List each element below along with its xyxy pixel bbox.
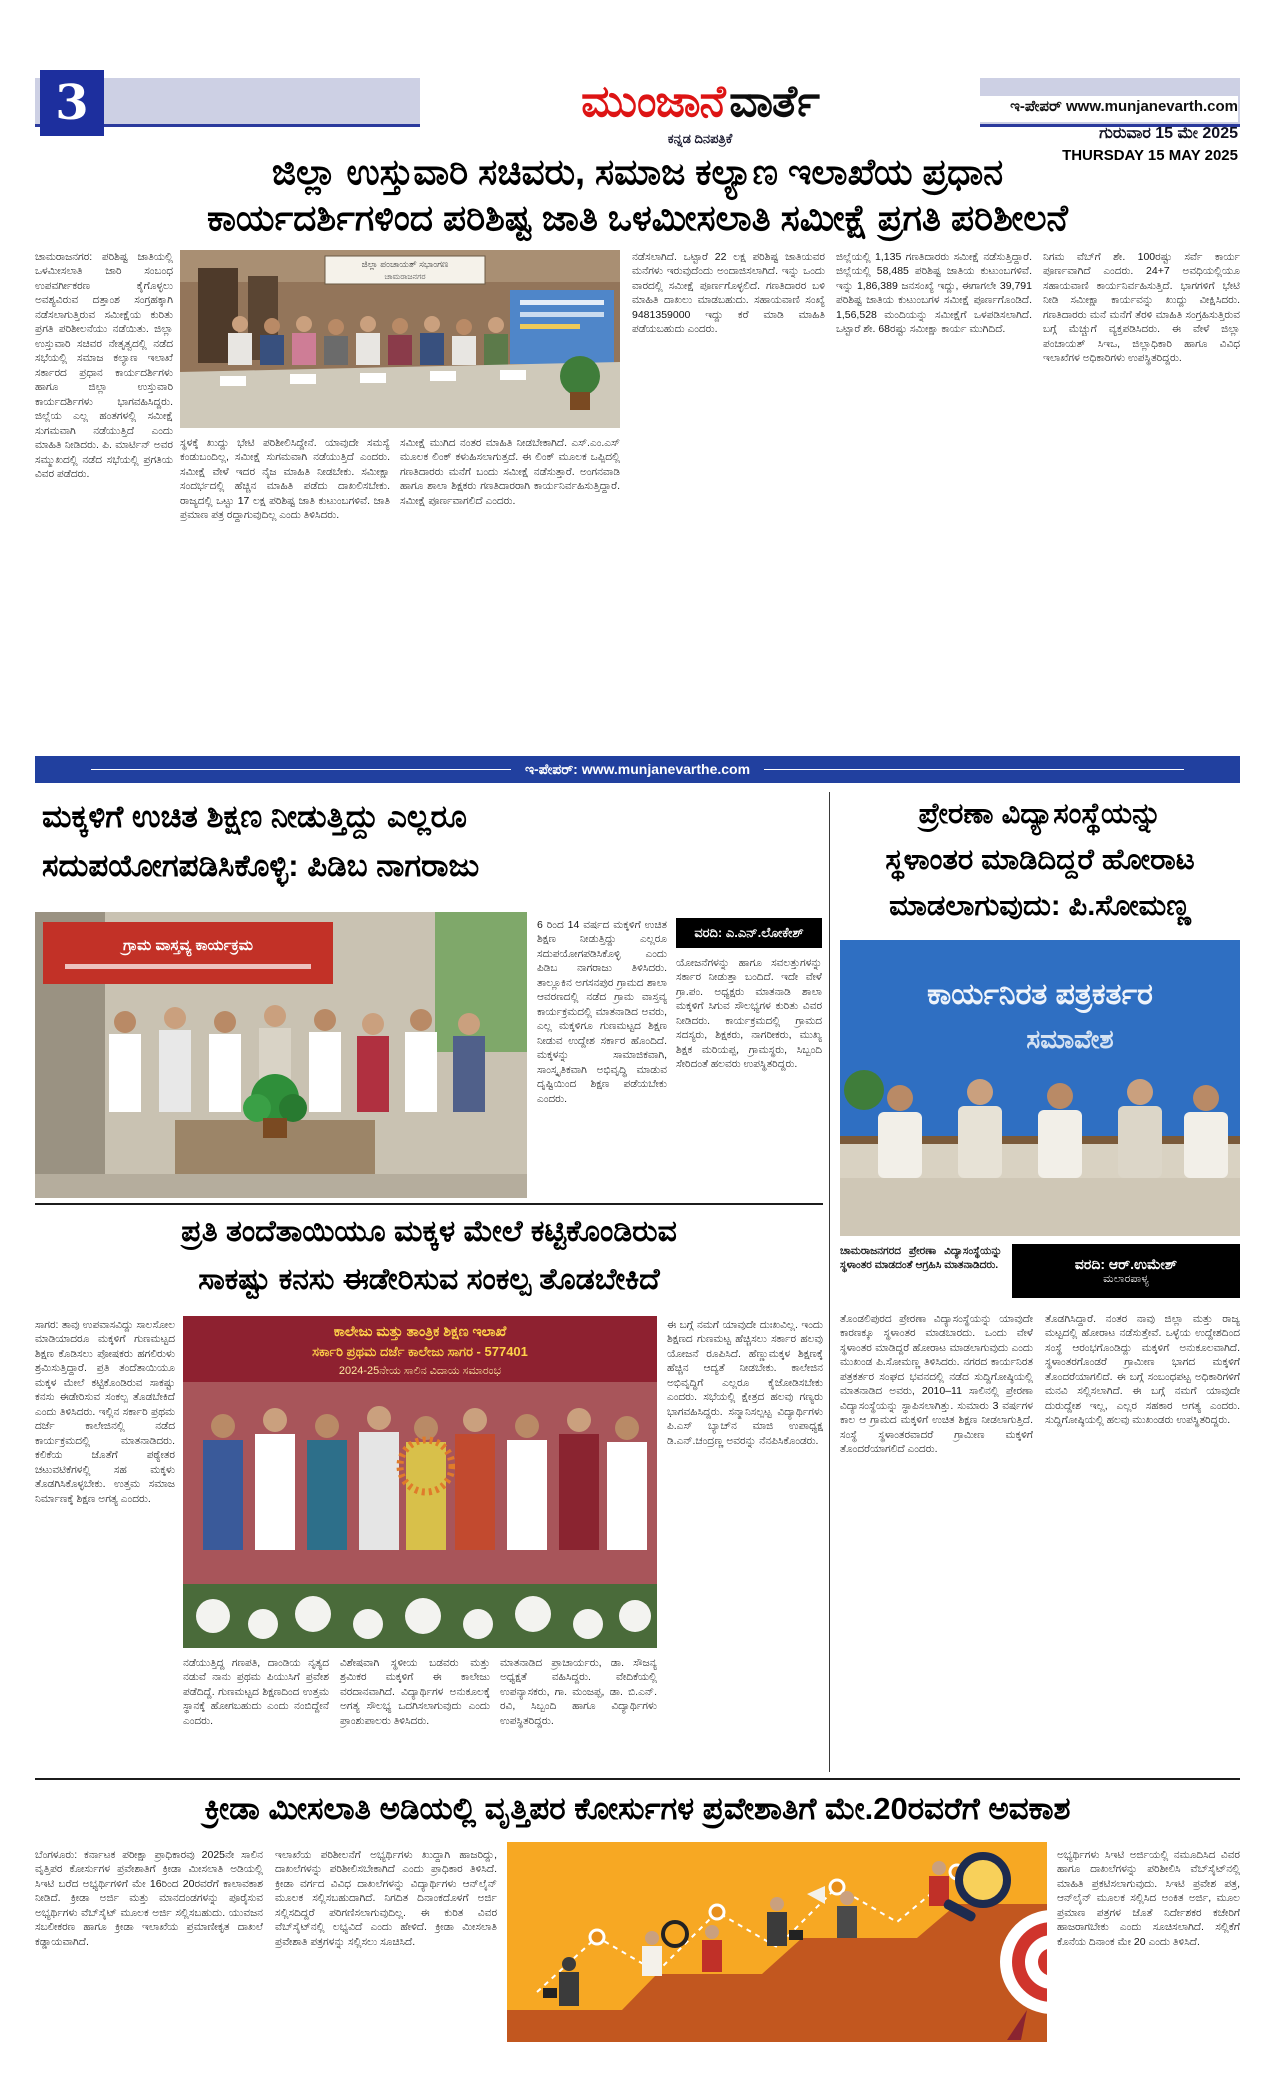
prerana-column-a: ತೊಂಡಲಿಪುರದ ಪ್ರೇರಣಾ ವಿದ್ಯಾಸಂಸ್ಥೆಯನ್ನು ಯಾವುದೇ ಕಾರಣಕ್ಕೂ ಸ್ಥಳಾಂತರ ಮಾಡಬಾರದು. ಒಂದು ವೇಳೆ ಸ್ಥಳಾಂತರ ಮಾಡಿದ್ದರೆ ಹೋರಾಟ ಮಾಡಲಾಗುವುದು ಎಂದು ಮುಖಂಡ ಪಿ.ಸೋಮಣ್ಣ ತಿಳಿಸಿದರು. ನಗರದ ಕಾರ್ಯನಿರತ ಪತ್ರಕರ್ತರ ಸಂಘದ ಭವನದಲ್ಲಿ ನಡೆದ ಸುದ್ದಿಗೋಷ್ಠಿಯಲ್ಲಿ ಮಾತನಾಡಿದ ಅವರು, 2010–11 ಸಾಲಿನಲ್ಲಿ ಪ್ರೇರಣಾ ವಿದ್ಯಾಸಂಸ್ಥೆಯನ್ನು ಸ್ಥಾಪಿಸಲಾಗಿತ್ತು. ಸುಮಾರು 3 ವರ್ಷಗಳ ಕಾಲ ಆ ಗ್ರಾಮದ ಮಕ್ಕಳಿಗೆ ಉಚಿತ ಶಿಕ್ಷಣ ನೀಡಲಾಗುತ್ತಿದೆ. ಸಂಸ್ಥೆ ಸ್ಥಳಾಂತರವಾದರೆ ಗ್ರಾಮೀಣ ಮಕ್ಕಳಿಗೆ ತೊಂದರೆಯಾಗಲಿದೆ ಎಂದರು.	[840, 1313, 1033, 1456]
lead-headline-line2: ಕಾರ್ಯದರ್ಶಿಗಳಿಂದ ಪರಿಶಿಷ್ಟ ಜಾತಿ ಒಳಮೀಸಲಾತಿ ಸಮೀಕ್ಷೆ ಪ್ರಗತಿ ಪರಿಶೀಲನೆ	[207, 197, 1068, 238]
epaper-banner-text: ಇ-ಪೇಪರ್: www.munjanevarthe.com	[524, 761, 751, 777]
header-epaper-strip	[945, 96, 1238, 122]
masthead-tagline: ಕನ್ನಡ ದಿನಪತ್ರಿಕೆ	[667, 131, 733, 146]
sports-top-rule	[35, 1778, 1240, 1780]
lead-story-column-4: ನಡೆಸಲಾಗಿದೆ. ಒಟ್ಟಾರೆ 22 ಲಕ್ಷ ಪರಿಶಿಷ್ಟ ಜಾತಿಯವರ ಮನೆಗಳು ಇರುವುದೆಂದು ಅಂದಾಜಿಸಲಾಗಿದೆ. ಇನ್ನು ಒಂದು ವಾರದಲ್ಲಿ ಸಮೀಕ್ಷೆ ಪೂರ್ಣಗೊಳ್ಳಲಿದೆ. ಗಣತಿದಾರರ ಬಳಿ ಮಾಹಿತಿ ದಾಖಲು ಮಾಡಬಹುದು. ಸಹಾಯವಾಣಿ ಸಂಖ್ಯೆ 9481359000 ಇದ್ದು ಕರೆ ಮಾಡಿ ಮಾಹಿತಿ ಪಡೆಯಬಹುದು ಎಂದರು.	[632, 251, 825, 336]
header-date-en: THURSDAY 15 MAY 2025	[1062, 147, 1238, 164]
prerana-byline-line2: ಮಲಾರಪಾಳ್ಯ	[1103, 1273, 1149, 1285]
photo-banner-text: ಗ್ರಾಮ ವಾಸ್ತವ್ಯ ಕಾರ್ಯಕ್ರಮ	[122, 937, 254, 954]
masthead-word-black: ವಾರ್ತೆ	[729, 77, 819, 126]
education-column-a: 6 ರಿಂದ 14 ವರ್ಷದ ಮಕ್ಕಳಿಗೆ ಉಚಿತ ಶಿಕ್ಷಣ ನೀಡುತ್ತಿದ್ದು ಎಲ್ಲರೂ ಸದುಪಯೋಗಪಡಿಸಿಕೊಳ್ಳಿ ಎಂದು ಪಿಡಿಬ ನಾಗರಾಜು ತಿಳಿಸಿದರು. ತಾಲ್ಲೂಕಿನ ಅಗಸನಪುರ ಗ್ರಾಮದ ಶಾಲಾ ಆವರಣದಲ್ಲಿ ನಡೆದ ಗ್ರಾಮ ವಾಸ್ತವ್ಯ ಕಾರ್ಯಕ್ರಮದಲ್ಲಿ ಮಾತನಾಡಿದ ಅವರು, ಎಲ್ಲ ಮಕ್ಕಳಿಗೂ ಗುಣಮಟ್ಟದ ಶಿಕ್ಷಣ ನೀಡುವ ಉದ್ದೇಶ ಸರ್ಕಾರ ಹೊಂದಿದೆ. ಮಕ್ಕಳನ್ನು ಸಾಮಾಜಿಕವಾಗಿ, ಸಾಂಸ್ಕೃತಿಕವಾಗಿ ಅಭಿವೃದ್ಧಿ ಮಾಡುವ ದೃಷ್ಟಿಯಿಂದ ಶಿಕ್ಷಣ ಪಡೆಯಬೇಕು ಎಂದರು.	[537, 919, 667, 1105]
education-headline-line2: ಸದುಪಯೋಗಪಡಿಸಿಕೊಳ್ಳಿ: ಪಿಡಿಬ ನಾಗರಾಜು	[42, 848, 480, 883]
stage-people	[203, 1406, 647, 1550]
press-meet-photo	[840, 940, 1240, 1236]
education-column-b: ಯೋಜನೆಗಳನ್ನು ಹಾಗೂ ಸವಲತ್ತುಗಳನ್ನು ಸರ್ಕಾರ ನೀಡುತ್ತಾ ಬಂದಿದೆ. ಇದೇ ವೇಳೆ ಗ್ರಾ.ಪಂ. ಅಧ್ಯಕ್ಷರು ಮಾತನಾಡಿ ಶಾಲಾ ಮಕ್ಕಳಿಗೆ ಸಿಗುವ ಸೌಲಭ್ಯಗಳ ಕುರಿತು ವಿವರ ನೀಡಿದರು. ಕಾರ್ಯಕ್ರಮದಲ್ಲಿ ಗ್ರಾಮದ ಸದಸ್ಯರು, ಶಿಕ್ಷಕರು, ನಾಗರೀಕರು, ಮುಖ್ಯ ಶಿಕ್ಷಕ ಮರಿಯಪ್ಪ, ಗ್ರಾಮಸ್ಥರು, ಸಿಬ್ಬಂದಿ ಸೇರಿದಂತೆ ಹಲವರು ಉಪಸ್ಥಿತರಿದ್ದರು.	[676, 957, 822, 1071]
village-program-photo	[35, 912, 527, 1198]
meeting-photo	[180, 250, 620, 428]
lead-story-column-1: ಚಾಮರಾಜನಗರ: ಪರಿಶಿಷ್ಟ ಜಾತಿಯಲ್ಲಿ ಒಳಮೀಸಲಾತಿ ಜಾರಿ ಸಂಬಂಧ ಉಪವರ್ಗೀಕರಣ ಕೈಗೊಳ್ಳಲು ಅವಶ್ಯವಿರುವ ದತ್ತಾಂಶ ಸಂಗ್ರಹಕ್ಕಾಗಿ ನಡೆಸಲಾಗುತ್ತಿರುವ ಸಮೀಕ್ಷೆಯ ಕುರಿತು ಪ್ರಗತಿ ಪರಿಶೀಲನೆಯು ನಡೆಯಿತು. ಜಿಲ್ಲಾ ಉಸ್ತುವಾರಿ ಸಚಿವರ ನೇತೃತ್ವದಲ್ಲಿ ನಡೆದ ಸಭೆಯಲ್ಲಿ ಸಮಾಜ ಕಲ್ಯಾಣ ಇಲಾಖೆ ಸರ್ಕಾರದ ಪ್ರಧಾನ ಕಾರ್ಯದರ್ಶಿಗಳು ಹಾಗೂ ಜಿಲ್ಲಾ ಉಸ್ತುವಾರಿ ಕಾರ್ಯದರ್ಶಿಗಳು ಭಾಗವಹಿಸಿದ್ದರು. ಜಿಲ್ಲೆಯ ಎಲ್ಲ ಹಂತಗಳಲ್ಲಿ ಸಮೀಕ್ಷೆ ಸುಗಮವಾಗಿ ನಡೆಯುತ್ತಿದೆ ಎಂದು ಮಾಹಿತಿ ನೀಡಿದರು. ಪಿ. ಮಾರ್ಟಿನ್ ಅವರ ಸಮ್ಮುಖದಲ್ಲಿ ನಡೆದ ಸಭೆಯಲ್ಲಿ ಪ್ರಗತಿಯ ವಿವರ ಪಡೆದರು.	[35, 251, 173, 481]
parents-column-b3: ಮಾತನಾಡಿದ ಪ್ರಾಚಾರ್ಯರು, ಡಾ. ಸೌಜನ್ಯ ಅಧ್ಯಕ್ಷತೆ ವಹಿಸಿದ್ದರು. ವೇದಿಕೆಯಲ್ಲಿ ಉಪನ್ಯಾಸಕರು, ಗಾ. ಮಂಜಪ್ಪ, ಡಾ. ಬಿ.ಎನ್. ರವಿ, ಸಿಬ್ಬಂದಿ ಹಾಗೂ ವಿದ್ಯಾರ್ಥಿಗಳು ಉಪಸ್ಥಿತರಿದ್ದರು.	[500, 1657, 657, 1727]
header-website: ಇ-ಪೇಪರ್ www.munjanevarth.com	[1010, 98, 1238, 115]
sports-headline: ಕ್ರೀಡಾ ಮೀಸಲಾತಿ ಅಡಿಯಲ್ಲಿ ವೃತ್ತಿಪರ ಕೋರ್ಸುಗಳ ಪ್ರವೇಶಾತಿಗೆ ಮೇ.20ರವರೆಗೆ ಅವಕಾಶ	[204, 1791, 1071, 1826]
prerana-headline-line1: ಪ್ರೇರಣಾ ವಿದ್ಯಾಸಂಸ್ಥೆಯನ್ನು	[918, 798, 1162, 830]
lead-story-column-5: ಜಿಲ್ಲೆಯಲ್ಲಿ 1,135 ಗಣತಿದಾರರು ಸಮೀಕ್ಷೆ ನಡೆಸುತ್ತಿದ್ದಾರೆ. ಜಿಲ್ಲೆಯಲ್ಲಿ 58,485 ಪರಿಶಿಷ್ಟ ಜಾತಿಯ ಕುಟುಂಬಗಳಿವೆ. ಇನ್ನು 1,86,389 ಜನಸಂಖ್ಯೆ ಇದ್ದು, ಈಗಾಗಲೇ 39,791 ಪರಿಶಿಷ್ಟ ಜಾತಿಯ ಕುಟುಂಬಗಳ ಸಮೀಕ್ಷೆ ಪೂರ್ಣಗೊಂಡಿದೆ. 1,56,528 ಮಂದಿಯನ್ನು ಸಮೀಕ್ಷೆಗೆ ಒಳಪಡಿಸಲಾಗಿದೆ. ಒಟ್ಟಾರೆ ಶೇ. 68ರಷ್ಟು ಸಮೀಕ್ಷಾ ಕಾರ್ಯ ಮುಗಿದಿದೆ.	[836, 251, 1032, 336]
lead-story-column-3: ಸಮೀಕ್ಷೆ ಮುಗಿದ ನಂತರ ಮಾಹಿತಿ ನೀಡಬೇಕಾಗಿದೆ. ಎಸ್.ಎಂ.ಎಸ್ ಮೂಲಕ ಲಿಂಕ್ ಕಳುಹಿಸಲಾಗುತ್ತದೆ. ಈ ಲಿಂಕ್ ಮೂಲಕ ಒಪ್ಪಿದಲ್ಲಿ ಗಣತಿದಾರರು ಮನೆಗೆ ಬಂದು ಸಮೀಕ್ಷೆ ನಡೆಸುತ್ತಾರೆ. ಅಂಗನವಾಡಿ ಹಾಗೂ ಶಾಲಾ ಶಿಕ್ಷಕರು ಗಣತಿದಾರರಾಗಿ ಕಾರ್ಯನಿರ್ವಹಿಸುತ್ತಿದ್ದಾರೆ. ಸಮೀಕ್ಷೆ ಪೂರ್ಣವಾಗಲಿದೆ ಎಂದರು.	[400, 437, 620, 507]
parents-headline-line2: ಸಾಕಷ್ಟು ಕನಸು ಈಡೇರಿಸುವ ಸಂಕಲ್ಪ ತೊಡಬೇಕಿದೆ	[198, 1263, 660, 1296]
college-banner-line1: ಕಾಲೇಜು ಮತ್ತು ತಾಂತ್ರಿಕ ಶಿಕ್ಷಣ ಇಲಾಖೆ	[333, 1323, 507, 1339]
backdrop-text-2: ಸಮಾವೇಶ	[1026, 1024, 1114, 1054]
masthead-word-red: ಮುಂಜಾನೆ	[581, 77, 725, 126]
page-number: 3	[55, 75, 89, 131]
middle-vertical-divider	[829, 792, 830, 1772]
college-banner-line3: 2024-25ನೇಯ ಸಾಲಿನ ವಿದಾಯ ಸಮಾರಂಭ	[338, 1365, 502, 1377]
header-date-kn: ಗುರುವಾರ 15 ಮೇ 2025	[1099, 125, 1238, 142]
college-function-photo	[183, 1316, 657, 1648]
banner-line-left	[91, 769, 511, 770]
parents-column-b2: ವಿಶೇಷವಾಗಿ ಸ್ಥಳೀಯ ಬಡವರು ಮತ್ತು ಶ್ರಮಿಕರ ಮಕ್ಕಳಿಗೆ ಈ ಕಾಲೇಜು ವರದಾನವಾಗಿದೆ. ವಿದ್ಯಾರ್ಥಿಗಳ ಅನುಕೂಲಕ್ಕೆ ಅಗತ್ಯ ಸೌಲಭ್ಯ ಒದಗಿಸಲಾಗುವುದು ಎಂದು ಪ್ರಾಂಶುಪಾಲರು ತಿಳಿಸಿದರು.	[340, 1657, 490, 1727]
sports-column-3: ಅಭ್ಯರ್ಥಿಗಳು ಸಿಇಟಿ ಅರ್ಜಿಯಲ್ಲಿ ನಮೂದಿಸಿದ ವಿವರ ಹಾಗೂ ದಾಖಲೆಗಳನ್ನು ಪರಿಶೀಲಿಸಿ ವೆಬ್‌ಸೈಟ್‌ನಲ್ಲಿ ಮಾಹಿತಿ ಪ್ರಕಟಿಸಲಾಗುವುದು. ಸಿಇಟಿ ಪ್ರವೇಶ ಪತ್ರ, ಆನ್‌ಲೈನ್ ಮೂಲಕ ಸಲ್ಲಿಸಿದ ಅಂಕಿತ ಅರ್ಜಿ, ಮೂಲ ಪ್ರಮಾಣ ಪತ್ರಗಳ ಜೊತೆ ನಿರ್ದೇಶಕರ ಕಚೇರಿಗೆ ಹಾಜರಾಗಬೇಕು ಎಂದು ಸೂಚಿಸಲಾಗಿದೆ. ಸಲ್ಲಿಕೆಗೆ ಕೊನೆಯ ದಿನಾಂಕ ಮೇ 20 ಎಂದು ತಿಳಿಸಿದೆ.	[1057, 1849, 1240, 1948]
prerana-column-b: ತೊಡಗಿಸಿದ್ದಾರೆ. ನಂತರ ನಾವು ಜಿಲ್ಲಾ ಮತ್ತು ರಾಜ್ಯ ಮಟ್ಟದಲ್ಲಿ ಹೋರಾಟ ನಡೆಸುತ್ತೇವೆ. ಒಳ್ಳೆಯ ಉದ್ದೇಶದಿಂದ ಸಂಸ್ಥೆ ಆರಂಭಗೊಂಡಿದ್ದು ಮಕ್ಕಳಿಗೆ ಅನುಕೂಲವಾಗಿದೆ. ಸ್ಥಳಾಂತರಗೊಂಡರೆ ಗ್ರಾಮೀಣ ಭಾಗದ ಮಕ್ಕಳಿಗೆ ತೊಂದರೆಯಾಗಲಿದೆ. ಈ ಬಗ್ಗೆ ಸಂಬಂಧಪಟ್ಟ ಅಧಿಕಾರಿಗಳಿಗೆ ಮನವಿ ಸಲ್ಲಿಸಲಾಗಿದೆ. ಈ ಬಗ್ಗೆ ನಮಗೆ ಯಾವುದೇ ದುರುದ್ದೇಶ ಇಲ್ಲ, ಎಲ್ಲರ ಸಹಕಾರ ಅಗತ್ಯ ಎಂದರು. ಸುದ್ದಿಗೋಷ್ಠಿಯಲ್ಲಿ ಹಲವು ಮುಖಂಡರು ಉಪಸ್ಥಿತರಿದ್ದರು.	[1045, 1313, 1240, 1427]
backdrop-text-1: ಕಾರ್ಯನಿರತ ಪತ್ರಕರ್ತರ	[927, 978, 1153, 1011]
lead-headline-line1: ಜಿಲ್ಲಾ ಉಸ್ತುವಾರಿ ಸಚಿವರು, ಸಮಾಜ ಕಲ್ಯಾಣ ಇಲಾಖೆಯ ಪ್ರಧಾನ	[271, 151, 1004, 192]
parents-top-rule	[35, 1203, 823, 1205]
photo-board-text-1: ಜಿಲ್ಲಾ ಪಂಚಾಯತ್ ಸಭಾಂಗಣ	[361, 259, 449, 269]
education-byline: ವರದಿ: ಎ.ಎನ್.ಲೋಕೇಶ್	[694, 925, 804, 940]
epaper-banner	[35, 756, 1240, 783]
parents-column-left: ಸಾಗರ: ತಾವು ಉಪವಾಸವಿದ್ದು ಸಾಲಸೋಲ ಮಾಡಿಯಾದರೂ ಮಕ್ಕಳಿಗೆ ಗುಣಮಟ್ಟದ ಶಿಕ್ಷಣ ಕೊಡಿಸಲು ಪೋಷಕರು ಹಗಲಿರುಳು ಶ್ರಮಿಸುತ್ತಿದ್ದಾರೆ. ಪ್ರತಿ ತಂದೆತಾಯಿಯೂ ಮಕ್ಕಳ ಮೇಲೆ ಕಟ್ಟಿಕೊಂಡಿರುವ ಸಾಕಷ್ಟು ಕನಸು ಈಡೇರಿಸುವ ಸಂಕಲ್ಪ ತೊಡಬೇಕಿದೆ ಎಂದು ತಿಳಿಸಿದರು. ಇಲ್ಲಿನ ಸರ್ಕಾರಿ ಪ್ರಥಮ ದರ್ಜೆ ಕಾಲೇಜಿನಲ್ಲಿ ನಡೆದ ಕಾರ್ಯಕ್ರಮದಲ್ಲಿ ಮಾತನಾಡಿದರು. ಕಲಿಕೆಯ ಜೊತೆಗೆ ಪಠ್ಯೇತರ ಚಟುವಟಿಕೆಗಳಲ್ಲಿ ಸಹ ಮಕ್ಕಳು ತೊಡಗಿಸಿಕೊಳ್ಳಬೇಕು. ಉತ್ತಮ ಸಮಾಜ ನಿರ್ಮಾಣಕ್ಕೆ ಶಿಕ್ಷಣ ಅಗತ್ಯ ಎಂದರು.	[35, 1319, 175, 1505]
masthead	[420, 72, 980, 129]
prerana-byline-line1: ವರದಿ: ಆರ್.ಉಮೇಶ್	[1074, 1256, 1178, 1272]
prerana-headline-line2: ಸ್ಥಳಾಂತರ ಮಾಡಿದಿದ್ದರೆ ಹೋರಾಟ	[885, 844, 1195, 876]
banner-line-right	[764, 769, 1184, 770]
lead-story-column-6: ನಿಗಮ ವೆಬ್‌ಗೆ ಶೇ. 100ರಷ್ಟು ಸರ್ವೆ ಕಾರ್ಯ ಪೂರ್ಣವಾಗಿದೆ ಎಂದರು. 24+7 ಅವಧಿಯಲ್ಲಿಯೂ ಸಹಾಯವಾಣಿ ಕಾರ್ಯನಿರ್ವಹಿಸುತ್ತಿದೆ. ಭಾಗಗಳಿಗೆ ಭೇಟಿ ನೀಡಿ ಸಮೀಕ್ಷಾ ಕಾರ್ಯವನ್ನು ಖುದ್ದು ವೀಕ್ಷಿಸಿದರು. ಗಣತಿದಾರರು ಮನೆ ಮನೆಗೆ ತೆರಳಿ ಮಾಹಿತಿ ಸಂಗ್ರಹಿಸುತ್ತಿರುವ ಬಗ್ಗೆ ಮೆಚ್ಚುಗೆ ವ್ಯಕ್ತಪಡಿಸಿದರು. ಈ ವೇಳೆ ಜಿಲ್ಲಾ ಪಂಚಾಯತ್ ಸಿಇಒ, ಜಿಲ್ಲಾಧಿಕಾರಿ ಹಾಗೂ ವಿವಿಧ ಇಲಾಖೆಗಳ ಅಧಿಕಾರಿಗಳು ಉಪಸ್ಥಿತರಿದ್ದರು.	[1043, 251, 1240, 365]
prerana-headline-line3: ಮಾಡಲಾಗುವುದು: ಪಿ.ಸೋಮಣ್ಣ	[889, 890, 1191, 922]
prerana-caption: ಚಾಮರಾಜನಗರದ ಪ್ರೇರಣಾ ವಿದ್ಯಾಸಂಸ್ಥೆಯನ್ನು ಸ್ಥಳಾಂತರ ಮಾಡದಂತೆ ಆಗ್ರಹಿಸಿ ಮಾತನಾಡಿದರು.	[840, 1245, 1002, 1272]
meeting-people	[228, 316, 508, 365]
parents-column-b1: ನಡೆಯುತ್ತಿದ್ದ ಗಣಪತಿ, ದಾಂಡಿಯ ನೃತ್ಯದ ನಡುವೆ ನಾನು ಪ್ರಥಮ ಪಿಯುಸಿಗೆ ಪ್ರವೇಶ ಪಡೆದಿದ್ದೆ. ಗುಣಮಟ್ಟದ ಶಿಕ್ಷಣದಿಂದ ಉತ್ತಮ ಸ್ಥಾನಕ್ಕೆ ಹೋಗಬಹುದು ಎಂದು ನಂಬಿದ್ದೇನೆ ಎಂದರು.	[183, 1657, 329, 1727]
parents-column-right: ಈ ಬಗ್ಗೆ ನಮಗೆ ಯಾವುದೇ ದುಃಖವಿಲ್ಲ. ಇಂದು ಶಿಕ್ಷಣದ ಗುಣಮಟ್ಟ ಹೆಚ್ಚಿಸಲು ಸರ್ಕಾರ ಹಲವು ಯೋಜನೆ ರೂಪಿಸಿದೆ. ಹೆಣ್ಣುಮಕ್ಕಳ ಶಿಕ್ಷಣಕ್ಕೆ ಹೆಚ್ಚಿನ ಆದ್ಯತೆ ನೀಡಬೇಕು. ಕಾಲೇಜಿನ ಅಭಿವೃದ್ಧಿಗೆ ಎಲ್ಲರೂ ಕೈಜೋಡಿಸಬೇಕು ಎಂದರು. ಸಭೆಯಲ್ಲಿ ಕ್ಷೇತ್ರದ ಹಲವು ಗಣ್ಯರು ಭಾಗವಹಿಸಿದ್ದರು. ಸನ್ಮಾನಿಸಲ್ಪಟ್ಟ ವಿದ್ಯಾರ್ಥಿಗಳು ಪಿ.ಎಸ್ ಬ್ಯಾಚ್‌ನ ಮಾಜಿ ಉಪಾಧ್ಯಕ್ಷ ಡಿ.ಎನ್.ಚಂದ್ರಣ್ಣ ಅವರನ್ನು ನೆನಪಿಸಿಕೊಂಡರು.	[667, 1319, 823, 1447]
sports-column-2: ಇಲಾಖೆಯ ಪರಿಶೀಲನೆಗೆ ಅಭ್ಯರ್ಥಿಗಳು ಖುದ್ದಾಗಿ ಹಾಜರಿದ್ದು, ದಾಖಲೆಗಳನ್ನು ಪರಿಶೀಲಿಸಬೇಕಾಗಿದೆ ಎಂದು ಪ್ರಾಧಿಕಾರ ತಿಳಿಸಿದೆ. ಕ್ರೀಡಾ ವರ್ಗದ ವಿವಿಧ ದಾಖಲೆಗಳನ್ನು ವಿದ್ಯಾರ್ಥಿಗಳು ಆನ್‌ಲೈನ್ ಮೂಲಕ ಸಲ್ಲಿಸಬಹುದಾಗಿದೆ. ನಿಗದಿತ ದಿನಾಂಕದೊಳಗೆ ಅರ್ಜಿ ಸಲ್ಲಿಸದಿದ್ದರೆ ಪರಿಗಣಿಸಲಾಗುವುದಿಲ್ಲ. ಈ ಕುರಿತ ವಿವರ ವೆಬ್‌ಸೈಟ್‌ನಲ್ಲಿ ಲಭ್ಯವಿದೆ ಎಂದು ಹೇಳಿದೆ. ಕ್ರೀಡಾ ಮೀಸಲಾತಿ ಪ್ರವೇಶಾತಿ ಪತ್ರಗಳನ್ನು ಸಲ್ಲಿಸಲು ಸೂಚಿಸಿದೆ.	[275, 1849, 497, 1948]
college-banner-line2: ಸರ್ಕಾರಿ ಪ್ರಥಮ ದರ್ಜೆ ಕಾಲೇಜು ಸಾಗರ - 577401	[312, 1344, 528, 1359]
prerana-byline-box	[1012, 1244, 1240, 1298]
page-number-box	[40, 70, 104, 136]
sports-column-1: ಬೆಂಗಳೂರು: ಕರ್ನಾಟಕ ಪರೀಕ್ಷಾ ಪ್ರಾಧಿಕಾರವು 2025ನೇ ಸಾಲಿನ ವೃತ್ತಿಪರ ಕೋರ್ಸುಗಳ ಪ್ರವೇಶಾತಿಗೆ ಕ್ರೀಡಾ ಮೀಸಲಾತಿ ಅಡಿಯಲ್ಲಿ ಸಿಇಟಿ ಬರೆದ ಅಭ್ಯರ್ಥಿಗಳಿಗೆ ಮೇ 16ರಿಂದ 20ರವರೆಗೆ ಕಾಲಾವಕಾಶ ನೀಡಿದೆ. ಕ್ರೀಡಾ ಅರ್ಜಿ ಮತ್ತು ಮಾನದಂಡಗಳನ್ನು ಪೂರೈಸುವ ಅಭ್ಯರ್ಥಿಗಳು ವೆಬ್‌ಸೈಟ್ ಮೂಲಕ ಅರ್ಜಿ ಸಲ್ಲಿಸಬಹುದು. ಯುವಜನ ಸಬಲೀಕರಣ ಹಾಗೂ ಕ್ರೀಡಾ ಇಲಾಖೆಯ ಪ್ರಮಾಣೀಕೃತ ದಾಖಲೆ ಕಡ್ಡಾಯವಾಗಿದೆ.	[35, 1849, 263, 1948]
photo-board-text-2: ಚಾಮರಾಜನಗರ	[384, 272, 426, 281]
education-headline-line1: ಮಕ್ಕಳಿಗೆ ಉಚಿತ ಶಿಕ್ಷಣ ನೀಡುತ್ತಿದ್ದು ಎಲ್ಲರೂ	[42, 799, 467, 834]
parents-headline-line1: ಪ್ರತಿ ತಂದೆತಾಯಿಯೂ ಮಕ್ಕಳ ಮೇಲೆ ಕಟ್ಟಿಕೊಂಡಿರುವ	[181, 1215, 677, 1248]
career-growth-illustration	[507, 1842, 1047, 2042]
education-byline-box	[676, 918, 822, 948]
lead-story-column-2: ಸ್ಥಳಕ್ಕೆ ಖುದ್ದು ಭೇಟಿ ಪರಿಶೀಲಿಸಿದ್ದೇನೆ. ಯಾವುದೇ ಸಮಸ್ಯೆ ಕಂಡುಬಂದಿಲ್ಲ, ಸಮೀಕ್ಷೆ ಸುಗಮವಾಗಿ ನಡೆಯುತ್ತಿದೆ ಎಂದರು. ಸಮೀಕ್ಷೆ ವೇಳೆ ಇದರ ನೈಜ ಮಾಹಿತಿ ನೀಡಬೇಕು. ಸಮೀಕ್ಷಾ ಸಂದರ್ಭದಲ್ಲಿ ಹೆಚ್ಚಿನ ಮಾಹಿತಿ ಪಡೆದು ದಾಖಲಿಸಬೇಕು. ರಾಜ್ಯದಲ್ಲಿ ಒಟ್ಟು 17 ಲಕ್ಷ ಪರಿಶಿಷ್ಟ ಜಾತಿ ಕುಟುಂಬಗಳಿವೆ. ಜಾತಿ ಪ್ರಮಾಣ ಪತ್ರ ರದ್ದಾಗುವುದಿಲ್ಲ ಎಂದು ತಿಳಿಸಿದರು.	[180, 437, 390, 522]
